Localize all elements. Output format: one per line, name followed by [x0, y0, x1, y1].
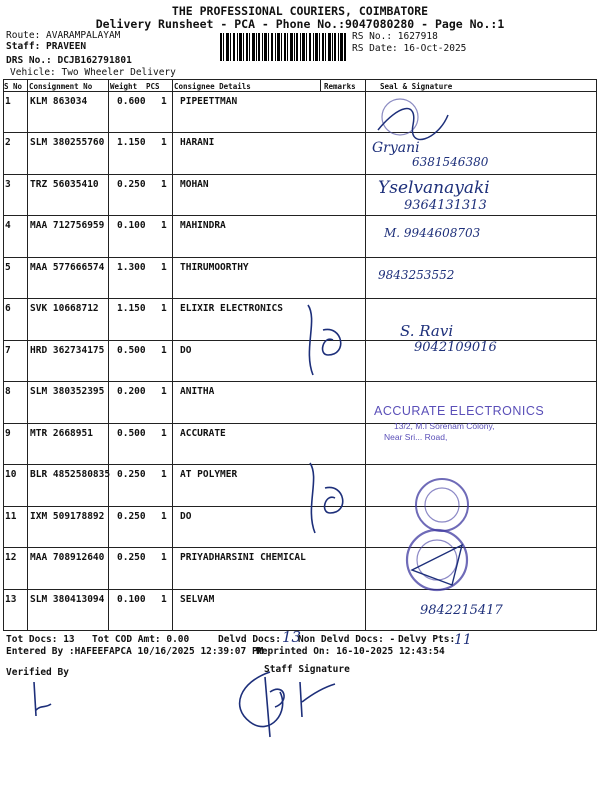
cell-weight: 0.250: [117, 552, 146, 563]
non-delivered-docs: Non Delvd Docs: -: [298, 634, 396, 645]
cell-consignee: HARANI: [180, 137, 215, 148]
cell-sno: 8: [5, 386, 11, 397]
cell-sno: 9: [5, 428, 11, 439]
delivered-docs-count: 13: [282, 628, 302, 646]
cell-pcs: 1: [161, 428, 167, 439]
cell-pcs: 1: [161, 220, 167, 231]
total-cod-amount: Tot COD Amt: 0.00: [92, 634, 190, 645]
cell-consignee: MOHAN: [180, 179, 209, 190]
cell-consignee: ACCURATE: [180, 428, 226, 439]
cell-pcs: 1: [161, 386, 167, 397]
round-seal-icon: [392, 475, 492, 605]
row3-signature-name: Yselvanayaki: [378, 178, 490, 198]
row5-phone: 9843253552: [378, 268, 455, 282]
cell-consignee: ELIXIR ELECTRONICS: [180, 303, 283, 314]
cell-sno: 12: [5, 552, 17, 563]
verified-signature: [26, 680, 56, 720]
col-header-consignee: Consignee Details: [174, 82, 251, 91]
cell-weight: 0.500: [117, 345, 146, 356]
row2-signature-name: Gryani: [372, 140, 420, 156]
cell-weight: 1.150: [117, 137, 146, 148]
remarks-ditto-mark-2: [290, 458, 360, 543]
cell-consignee: PRIYADHARSINI CHEMICAL: [180, 552, 306, 563]
cell-weight: 0.250: [117, 511, 146, 522]
delivery-points-label: Delvy Pts:: [398, 634, 456, 645]
cell-pcs: 1: [161, 469, 167, 480]
row7-phone: 9042109016: [414, 340, 497, 355]
row3-phone: 9364131313: [404, 198, 487, 213]
col-header-consignment: Consignment No: [29, 82, 93, 91]
cell-weight: 0.600: [117, 96, 146, 107]
cell-weight: 0.250: [117, 179, 146, 190]
cell-pcs: 1: [161, 179, 167, 190]
entered-by: Entered By :HAFEEFAPCA 10/16/2025 12:39:07 PM: [6, 646, 264, 657]
cell-consignment: SVK 10668712: [30, 303, 99, 314]
cell-consignment: MAA 708912640: [30, 552, 105, 563]
col-header-seal: Seal & Signature: [380, 82, 453, 91]
row7-signature-name: S. Ravi: [400, 322, 454, 340]
cell-sno: 11: [5, 511, 17, 522]
cell-sno: 3: [5, 179, 11, 190]
row1-seal-signature: [368, 95, 458, 145]
cell-consignee: PIPEETTMAN: [180, 96, 238, 107]
rs-date: RS Date: 16-Oct-2025: [352, 43, 467, 54]
cell-pcs: 1: [161, 594, 167, 605]
cell-consignee: ANITHA: [180, 386, 215, 397]
cell-pcs: 1: [161, 345, 167, 356]
cell-pcs: 1: [161, 303, 167, 314]
cell-consignee: AT POLYMER: [180, 469, 238, 480]
cell-weight: 0.200: [117, 386, 146, 397]
cell-weight: 0.100: [117, 220, 146, 231]
delivered-docs-label: Delvd Docs:: [218, 634, 281, 645]
cell-sno: 2: [5, 137, 11, 148]
cell-sno: 10: [5, 469, 17, 480]
cell-consignment: KLM 863034: [30, 96, 88, 107]
cell-weight: 1.300: [117, 262, 146, 273]
col-header-sno: S No: [4, 82, 23, 91]
cell-consignment: BLR 4852580835: [30, 469, 111, 480]
staff-signature: [230, 662, 350, 742]
reprinted-on: Reprinted On: 16-10-2025 12:43:54: [256, 646, 445, 657]
cell-pcs: 1: [161, 262, 167, 273]
cell-sno: 5: [5, 262, 11, 273]
cell-consignment: TRZ 56035410: [30, 179, 99, 190]
cell-weight: 0.250: [117, 469, 146, 480]
cell-sno: 13: [5, 594, 17, 605]
cell-consignment: SLM 380413094: [30, 594, 105, 605]
row13-phone: 9842215417: [420, 603, 503, 618]
cell-consignee: DO: [180, 511, 192, 522]
stamp-address-line1: 13/2, M.I Sorenam Colony,: [394, 421, 495, 431]
stamp-company-name: ACCURATE ELECTRONICS: [374, 404, 545, 418]
route-label: Route: AVARAMPALAYAM: [6, 30, 121, 41]
cell-sno: 1: [5, 96, 11, 107]
cell-pcs: 1: [161, 96, 167, 107]
col-header-weight: Weight: [110, 82, 138, 91]
cell-consignment: MAA 712756959: [30, 220, 105, 231]
rs-number: RS No.: 1627918: [352, 31, 438, 42]
cell-consignment: SLM 380352395: [30, 386, 105, 397]
total-docs: Tot Docs: 13: [6, 634, 75, 645]
cell-sno: 4: [5, 220, 11, 231]
staff-signature-label: Staff Signature: [264, 664, 350, 675]
cell-weight: 1.150: [117, 303, 146, 314]
col-header-remarks: Remarks: [324, 82, 356, 91]
row2-phone: 6381546380: [412, 155, 489, 169]
cell-consignment: HRD 362734175: [30, 345, 105, 356]
cell-consignment: IXM 509178892: [30, 511, 105, 522]
cell-consignee: MAHINDRA: [180, 220, 226, 231]
col-header-pcs: PCS: [146, 82, 160, 91]
vehicle-label: Vehicle: Two Wheeler Delivery: [10, 67, 176, 78]
cell-weight: 0.500: [117, 428, 146, 439]
stamp-address-line2: Near Sri... Road,: [384, 432, 448, 442]
cell-consignment: MTR 2668951: [30, 428, 93, 439]
staff-label: Staff: PRAVEEN: [6, 41, 87, 52]
remarks-ditto-mark-1: [288, 300, 358, 385]
cell-consignment: SLM 380255760: [30, 137, 105, 148]
cell-sno: 7: [5, 345, 11, 356]
barcode-icon: [220, 33, 346, 61]
cell-consignee: THIRUMOORTHY: [180, 262, 249, 273]
cell-weight: 0.100: [117, 594, 146, 605]
cell-consignee: DO: [180, 345, 192, 356]
cell-pcs: 1: [161, 511, 167, 522]
cell-sno: 6: [5, 303, 11, 314]
cell-pcs: 1: [161, 552, 167, 563]
drs-label: DRS No.: DCJB162791801: [6, 55, 132, 66]
delivery-points-value: 11: [454, 632, 472, 648]
verified-by-label: Verified By: [6, 667, 69, 678]
cell-consignment: MAA 577666574: [30, 262, 105, 273]
company-title: THE PROFESSIONAL COURIERS, COIMBATORE: [171, 4, 429, 18]
cell-consignee: SELVAM: [180, 594, 215, 605]
cell-pcs: 1: [161, 137, 167, 148]
runsheet-subtitle: Delivery Runsheet - PCA - Phone No.:9047080280 - Page No.:1: [95, 17, 505, 31]
row4-phone: M. 9944608703: [384, 226, 481, 240]
